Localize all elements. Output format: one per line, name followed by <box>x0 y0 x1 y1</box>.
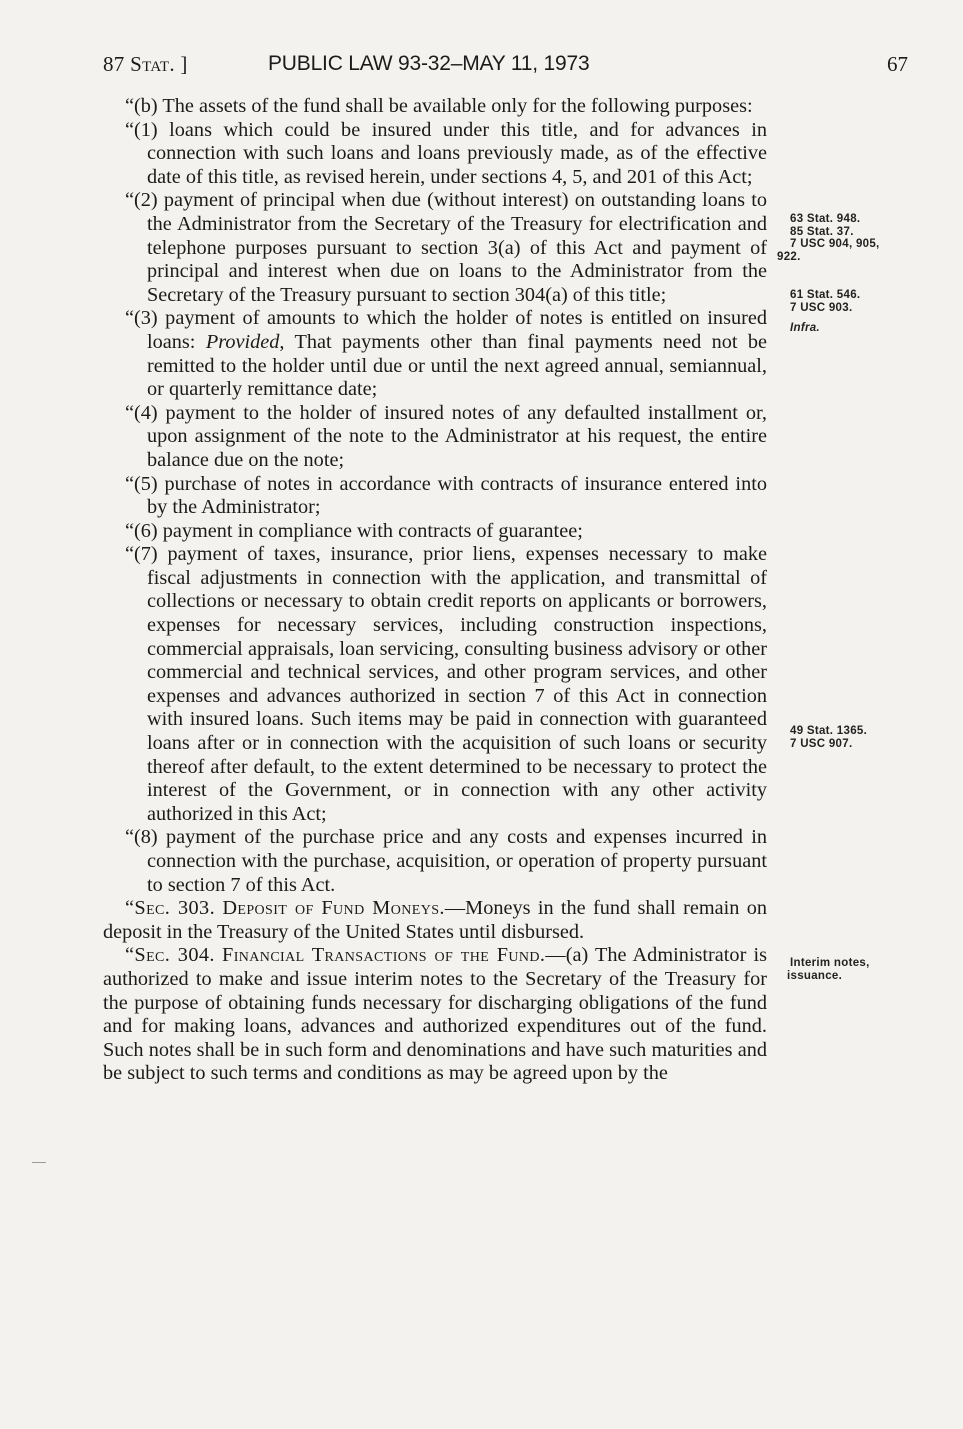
section-303 <box>103 897 767 944</box>
section-303-title: Deposit of Fund Moneys. <box>222 897 445 920</box>
section-304-title: Financial Transactions of the Fund. <box>222 944 546 967</box>
item-1: “(1) loans which could be insured under this title, and for advances in connection with such loans and loans previously made, as of the effective date of this title, as revised herein, under sections 4, 5, and 201 of this Act; <box>125 118 767 188</box>
item-4: “(4) payment to the holder of insured notes of any defaulted installment or, upon assignment of the note to the Administrator at his request, the entire balance due on the note; <box>125 401 767 471</box>
page-number: 67 <box>887 52 908 76</box>
item-3-text-b: , That payments other than final payments need not be remitted to the holder until due or until the next agreed annual, semiannual, or quarterly remittance date; <box>147 330 768 401</box>
item-3-provided: Provided <box>205 330 280 353</box>
section-303-number: “Sec. 303. <box>125 897 216 920</box>
margin-note-citation-2: 61 Stat. 546. 7 USC 903. Infra. <box>790 289 920 335</box>
section-304-text: —(a) The Administrator is authorized to make and issue interim notes to the Secretary of the Treasury for the purpose of obtaining funds necessary for discharging obligations of the fund and for making loans, advances and authorized expenditures out of the fund. Such notes shall be in such form and denominations and have such maturities and be subject to such terms and conditions as may be agreed upon by the <box>103 944 767 1085</box>
item-3 <box>103 307 767 401</box>
header-title: PUBLIC LAW 93-32–MAY 11, 1973 <box>268 52 590 75</box>
item-3-text-a: “(3) payment of amounts to which the holder of notes is entitled on insured loans: <box>125 307 767 353</box>
statute-volume: 87 Stat. ] <box>103 52 188 76</box>
running-header <box>0 52 963 82</box>
item-7: “(7) payment of taxes, insurance, prior liens, expenses necessary to make fiscal adjustments in connection with the application, and transmittal of collections or necessary to obtain credit reports on applicants or borrowers, expenses for necessary services, including construction inspections, commercial appraisals, loan servicing, consulting business advisory or other commercial and technical services, and other program services, and other expenses and advances authorized in section 7 of this Act in connection with insured loans. Such items may be paid in connection with guaranteed loans after or in connection with the acquisition of such loans or security thereof after default, to the extent determined to be necessary to protect the interest of the Government, or in connection with any other activity authorized in this Act; <box>125 543 767 825</box>
item-2: “(2) payment of principal when due (without interest) on outstanding loans to the Administrator from the Secretary of the Treasury for electrification and telephone purposes pursuant to section 3(a) of this Act and payment of principal and interest when due on loans to the Administrator from the Secretary of the Treasury pursuant to section 304(a) of this title; <box>125 189 767 306</box>
paragraph-b-intro: “(b) The assets of the fund shall be available only for the following purposes: <box>125 95 753 117</box>
scan-margin-mark <box>32 1162 46 1163</box>
item-6: “(6) payment in compliance with contracts of guarantee; <box>125 519 583 542</box>
body-text <box>103 95 767 1086</box>
margin-note-infra: Infra. <box>790 322 820 334</box>
section-304 <box>103 944 767 1086</box>
margin-note-interim-notes: Interim notes, issuance. <box>787 957 870 982</box>
item-5: “(5) purchase of notes in accordance with contracts of insurance entered into by the Administrator; <box>125 472 767 519</box>
margin-note-citation-3: 49 Stat. 1365. 7 USC 907. <box>790 725 868 750</box>
section-303-text: —Moneys in the fund shall remain on deposit in the Treasury of the United States until disbursed. <box>103 897 767 943</box>
section-304-number: “Sec. 304. <box>125 944 215 967</box>
item-8: “(8) payment of the purchase price and any costs and expenses incurred in connection with the purchase, acquisition, or operation of property pursuant to section 7 of this Act. <box>125 826 767 896</box>
margin-note-citation-1: 63 Stat. 948. 85 Stat. 37. 7 USC 904, 905, 922. <box>777 213 880 263</box>
